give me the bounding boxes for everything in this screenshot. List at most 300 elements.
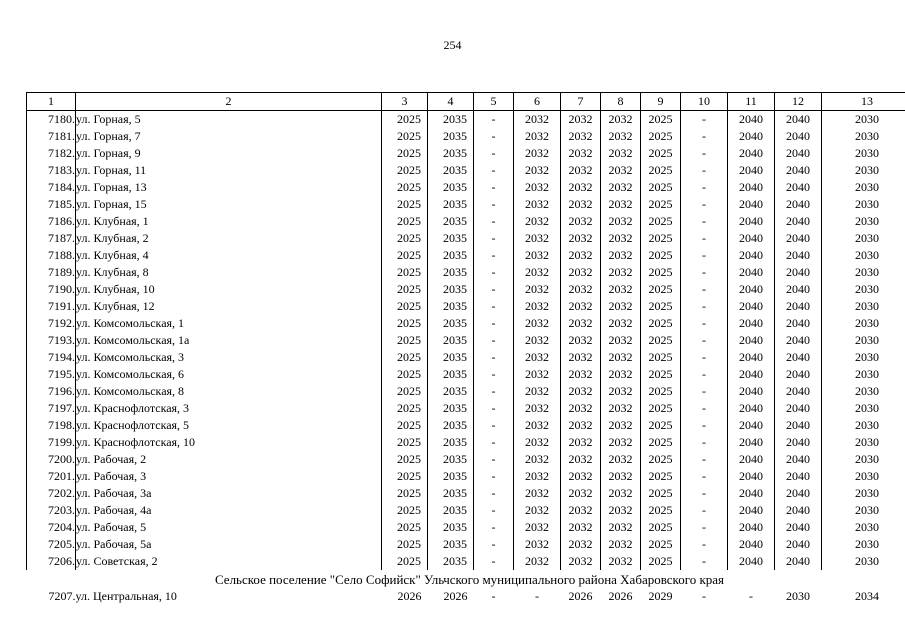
row-value: 2025: [382, 553, 428, 570]
row-address: ул. Клубная, 2: [76, 230, 382, 247]
row-value: 2040: [728, 162, 775, 179]
row-value: 2032: [561, 264, 601, 281]
row-value: 2030: [822, 128, 905, 145]
column-header: 5: [474, 93, 514, 111]
row-value: -: [681, 281, 728, 298]
row-value: 2040: [775, 281, 822, 298]
row-value: 2035: [428, 213, 474, 230]
row-value: 2032: [514, 247, 561, 264]
row-value: 2025: [382, 451, 428, 468]
row-number: 7191.: [27, 298, 76, 315]
row-value: 2035: [428, 502, 474, 519]
row-value: 2032: [514, 145, 561, 162]
row-value: 2025: [382, 264, 428, 281]
row-number: 7206.: [27, 553, 76, 570]
row-value: 2032: [601, 111, 641, 129]
row-value: -: [474, 536, 514, 553]
row-address: ул. Рабочая, 5: [76, 519, 382, 536]
row-value: 2025: [641, 281, 681, 298]
row-value: 2030: [822, 536, 905, 553]
row-number: 7197.: [27, 400, 76, 417]
row-value: 2040: [728, 264, 775, 281]
row-address: ул. Центральная, 10: [75, 589, 177, 603]
row-value: -: [681, 434, 728, 451]
row-number: 7194.: [27, 349, 76, 366]
row-value: 2030: [822, 162, 905, 179]
row-value: 2032: [601, 145, 641, 162]
row-value: -: [474, 417, 514, 434]
row-value: 2030: [822, 400, 905, 417]
row-value: 2040: [775, 400, 822, 417]
row-value: -: [535, 589, 539, 603]
row-value: 2032: [514, 179, 561, 196]
row-value: -: [681, 179, 728, 196]
row-address: ул. Клубная, 12: [76, 298, 382, 315]
row-value: 2032: [601, 179, 641, 196]
row-value: -: [474, 400, 514, 417]
row-value: 2030: [822, 179, 905, 196]
row-value: -: [474, 281, 514, 298]
row-value: 2040: [775, 417, 822, 434]
row-number: 7203.: [27, 502, 76, 519]
row-value: -: [749, 589, 753, 603]
row-value: 2025: [641, 349, 681, 366]
row-value: -: [474, 332, 514, 349]
row-value: 2032: [514, 349, 561, 366]
table-row: [27, 536, 905, 553]
row-value: 2040: [775, 196, 822, 213]
row-value: 2035: [428, 281, 474, 298]
row-value: 2035: [428, 519, 474, 536]
row-value: 2025: [641, 213, 681, 230]
row-value: -: [681, 383, 728, 400]
row-value: 2032: [561, 315, 601, 332]
row-value: 2040: [728, 366, 775, 383]
row-value: 2040: [728, 536, 775, 553]
row-value: -: [474, 383, 514, 400]
row-value: 2040: [775, 264, 822, 281]
row-number: 7184.: [27, 179, 76, 196]
row-address: ул. Краснофлотская, 3: [76, 400, 382, 417]
row-number: 7198.: [27, 417, 76, 434]
row-number: 7180.: [27, 111, 76, 129]
row-value: 2032: [561, 247, 601, 264]
row-value: 2040: [728, 179, 775, 196]
row-value: -: [474, 519, 514, 536]
row-value: 2025: [382, 502, 428, 519]
table-row: [27, 332, 905, 349]
row-value: 2032: [561, 196, 601, 213]
row-number: 7188.: [27, 247, 76, 264]
row-value: 2025: [641, 111, 681, 129]
row-value: 2032: [601, 485, 641, 502]
row-value: 2040: [775, 111, 822, 129]
row-value: 2032: [514, 400, 561, 417]
row-value: 2025: [641, 264, 681, 281]
row-value: 2032: [561, 179, 601, 196]
row-value: -: [474, 196, 514, 213]
row-value: 2025: [382, 247, 428, 264]
row-value: 2032: [601, 281, 641, 298]
row-value: 2032: [561, 162, 601, 179]
row-value: 2025: [641, 468, 681, 485]
row-value: -: [474, 298, 514, 315]
column-header: 9: [641, 93, 681, 111]
row-value: 2030: [822, 434, 905, 451]
row-value: 2032: [601, 553, 641, 570]
row-value: 2040: [728, 417, 775, 434]
row-value: 2032: [601, 247, 641, 264]
row-value: 2040: [728, 349, 775, 366]
row-value: 2025: [641, 230, 681, 247]
row-value: 2040: [775, 502, 822, 519]
table-row: [27, 349, 905, 366]
row-number: 7201.: [27, 468, 76, 485]
row-value: -: [474, 485, 514, 502]
row-value: 2025: [382, 281, 428, 298]
row-value: -: [474, 553, 514, 570]
row-value: -: [681, 502, 728, 519]
row-value: 2040: [728, 111, 775, 129]
row-address: ул. Горная, 7: [76, 128, 382, 145]
row-value: 2032: [601, 196, 641, 213]
row-value: 2032: [561, 451, 601, 468]
row-value: 2040: [728, 332, 775, 349]
row-number: 7185.: [27, 196, 76, 213]
row-value: 2030: [822, 366, 905, 383]
row-value: 2040: [775, 383, 822, 400]
row-value: 2029: [648, 589, 673, 603]
row-value: 2032: [601, 349, 641, 366]
row-value: -: [681, 519, 728, 536]
row-value: -: [681, 349, 728, 366]
row-value: 2040: [728, 298, 775, 315]
table-row: [27, 400, 905, 417]
column-header: 11: [728, 93, 775, 111]
table-row: [27, 434, 905, 451]
row-value: 2035: [428, 417, 474, 434]
table-row: [27, 128, 905, 145]
row-value: 2032: [561, 111, 601, 129]
row-value: 2032: [601, 417, 641, 434]
row-value: 2032: [561, 502, 601, 519]
row-value: 2032: [514, 111, 561, 129]
row-value: 2030: [822, 332, 905, 349]
row-value: 2030: [822, 298, 905, 315]
row-number: 7192.: [27, 315, 76, 332]
row-value: -: [681, 451, 728, 468]
row-value: -: [474, 502, 514, 519]
row-value: 2040: [775, 553, 822, 570]
row-value: 2025: [382, 536, 428, 553]
row-value: 2035: [428, 230, 474, 247]
row-value: 2032: [561, 400, 601, 417]
row-value: 2030: [822, 485, 905, 502]
row-value: -: [474, 162, 514, 179]
row-value: 2040: [728, 213, 775, 230]
row-value: 2025: [641, 179, 681, 196]
row-value: 2025: [382, 468, 428, 485]
table-row: [27, 247, 905, 264]
row-value: 2040: [775, 247, 822, 264]
row-value: 2025: [382, 434, 428, 451]
row-number: 7181.: [27, 128, 76, 145]
row-value: 2040: [775, 145, 822, 162]
row-value: 2025: [382, 366, 428, 383]
table-body: [27, 111, 905, 606]
row-value: 2032: [561, 332, 601, 349]
table-row: [27, 264, 905, 281]
row-value: 2025: [382, 162, 428, 179]
row-value: 2030: [822, 145, 905, 162]
row-value: 2032: [601, 366, 641, 383]
row-value: 2035: [428, 128, 474, 145]
row-value: -: [681, 162, 728, 179]
row-value: 2025: [382, 519, 428, 536]
row-value: -: [681, 315, 728, 332]
row-value: -: [681, 145, 728, 162]
row-value: -: [474, 179, 514, 196]
row-value: 2040: [775, 519, 822, 536]
row-value: 2040: [728, 128, 775, 145]
row-address: ул. Комсомольская, 1а: [76, 332, 382, 349]
row-address: ул. Горная, 9: [76, 145, 382, 162]
section-title: Сельское поселение "Село Софийск" Ульчского муниципального района Хабаровского края: [214, 572, 725, 587]
row-number: 7190.: [27, 281, 76, 298]
table-row: [27, 485, 905, 502]
row-value: 2032: [561, 553, 601, 570]
row-value: 2032: [514, 519, 561, 536]
row-value: 2034: [855, 589, 879, 603]
row-value: -: [681, 111, 728, 129]
column-header: 6: [514, 93, 561, 111]
row-value: 2040: [775, 128, 822, 145]
table-row: [27, 451, 905, 468]
row-value: 2025: [382, 349, 428, 366]
row-value: 2035: [428, 111, 474, 129]
row-value: 2032: [514, 315, 561, 332]
row-number: 7204.: [27, 519, 76, 536]
row-value: 2035: [428, 145, 474, 162]
row-value: 2032: [514, 298, 561, 315]
row-value: -: [474, 366, 514, 383]
column-header: 3: [382, 93, 428, 111]
row-value: 2025: [641, 298, 681, 315]
row-value: 2035: [428, 315, 474, 332]
row-value: 2025: [382, 213, 428, 230]
row-value: 2032: [514, 383, 561, 400]
row-value: 2035: [428, 400, 474, 417]
row-value: 2025: [641, 315, 681, 332]
row-value: 2025: [641, 485, 681, 502]
row-value: 2026: [443, 589, 468, 603]
row-value: 2040: [775, 230, 822, 247]
row-value: 2040: [775, 536, 822, 553]
row-value: -: [491, 589, 496, 603]
row-value: 2025: [382, 400, 428, 417]
row-value: 2025: [641, 417, 681, 434]
row-value: 2032: [514, 162, 561, 179]
row-value: 2025: [641, 128, 681, 145]
row-value: 2030: [822, 196, 905, 213]
row-value: 2035: [428, 162, 474, 179]
row-value: 2026: [568, 589, 593, 603]
row-address: ул. Комсомольская, 8: [76, 383, 382, 400]
row-address: ул. Рабочая, 5а: [76, 536, 382, 553]
row-value: 2025: [382, 485, 428, 502]
row-address: ул. Краснофлотская, 5: [76, 417, 382, 434]
table-row: [27, 213, 905, 230]
row-value: 2040: [775, 332, 822, 349]
row-address: ул. Горная, 5: [76, 111, 382, 129]
row-value: 2040: [775, 162, 822, 179]
row-value: 2025: [641, 366, 681, 383]
row-value: -: [681, 247, 728, 264]
row-value: 2040: [775, 366, 822, 383]
row-value: 2025: [641, 536, 681, 553]
row-value: 2035: [428, 179, 474, 196]
row-value: 2032: [561, 145, 601, 162]
row-value: 2025: [641, 553, 681, 570]
row-address: ул. Советская, 2: [76, 553, 382, 570]
row-value: 2040: [775, 434, 822, 451]
row-value: 2025: [382, 179, 428, 196]
row-value: 2025: [641, 247, 681, 264]
row-value: 2032: [514, 281, 561, 298]
row-value: 2035: [428, 485, 474, 502]
row-value: 2032: [561, 281, 601, 298]
row-value: 2032: [561, 213, 601, 230]
row-value: 2032: [514, 468, 561, 485]
row-value: 2032: [514, 536, 561, 553]
section-row: [27, 570, 905, 588]
row-value: 2040: [728, 553, 775, 570]
row-value: 2025: [382, 417, 428, 434]
row-address: ул. Клубная, 10: [76, 281, 382, 298]
row-value: -: [474, 213, 514, 230]
row-value: 2035: [428, 264, 474, 281]
row-value: 2032: [514, 451, 561, 468]
row-value: 2032: [561, 383, 601, 400]
row-value: 2032: [514, 230, 561, 247]
table-row: [27, 519, 905, 536]
row-value: 2040: [728, 383, 775, 400]
row-value: 2032: [561, 417, 601, 434]
row-value: 2032: [561, 434, 601, 451]
row-value: 2032: [561, 230, 601, 247]
row-value: 2040: [775, 179, 822, 196]
row-value: 2032: [514, 485, 561, 502]
row-number: 7202.: [27, 485, 76, 502]
row-value: 2035: [428, 468, 474, 485]
row-value: 2025: [641, 196, 681, 213]
row-value: -: [474, 230, 514, 247]
row-value: 2025: [641, 434, 681, 451]
row-value: 2032: [601, 264, 641, 281]
row-value: 2035: [428, 383, 474, 400]
row-value: 2030: [822, 468, 905, 485]
row-value: 2035: [428, 196, 474, 213]
row-value: -: [681, 196, 728, 213]
column-header: 7: [561, 93, 601, 111]
row-value: 2035: [428, 553, 474, 570]
row-value: 2040: [728, 145, 775, 162]
row-value: 2032: [514, 553, 561, 570]
row-value: 2030: [822, 519, 905, 536]
table-row: [27, 111, 905, 129]
row-value: 2035: [428, 298, 474, 315]
row-value: 2025: [382, 196, 428, 213]
row-address: ул. Краснофлотская, 10: [76, 434, 382, 451]
row-value: 2035: [428, 451, 474, 468]
row-value: 2025: [641, 145, 681, 162]
row-value: -: [474, 264, 514, 281]
row-value: 2030: [822, 502, 905, 519]
column-header: 4: [428, 93, 474, 111]
row-value: 2040: [775, 315, 822, 332]
row-value: 2025: [382, 332, 428, 349]
row-address: ул. Клубная, 1: [76, 213, 382, 230]
row-value: -: [681, 366, 728, 383]
row-value: 2040: [728, 315, 775, 332]
row-value: -: [681, 417, 728, 434]
row-value: 2030: [822, 553, 905, 570]
row-value: 2032: [561, 536, 601, 553]
row-value: 2040: [728, 247, 775, 264]
row-value: 2040: [728, 196, 775, 213]
row-value: -: [474, 451, 514, 468]
row-value: 2040: [775, 298, 822, 315]
row-value: 2032: [601, 298, 641, 315]
row-value: 2040: [728, 400, 775, 417]
row-value: -: [681, 553, 728, 570]
table-row: [27, 315, 905, 332]
row-value: 2040: [775, 349, 822, 366]
row-number: 7207.: [48, 589, 76, 603]
row-value: 2025: [382, 230, 428, 247]
row-number: 7193.: [27, 332, 76, 349]
row-value: 2035: [428, 366, 474, 383]
column-header: 12: [775, 93, 822, 111]
row-address: ул. Горная, 13: [76, 179, 382, 196]
row-value: 2032: [601, 213, 641, 230]
row-value: 2032: [601, 434, 641, 451]
row-value: 2032: [601, 162, 641, 179]
row-value: -: [474, 315, 514, 332]
row-value: 2025: [641, 332, 681, 349]
row-value: 2026: [397, 589, 422, 603]
table-row: [27, 383, 905, 400]
row-number: 7196.: [27, 383, 76, 400]
row-address: ул. Рабочая, 3: [76, 468, 382, 485]
row-value: 2040: [728, 434, 775, 451]
row-value: -: [681, 264, 728, 281]
row-value: 2040: [728, 230, 775, 247]
row-value: 2040: [775, 451, 822, 468]
row-value: 2035: [428, 349, 474, 366]
row-value: 2035: [428, 247, 474, 264]
table-row: [27, 588, 905, 605]
table-row: [27, 417, 905, 434]
row-value: 2040: [728, 502, 775, 519]
row-value: 2032: [601, 400, 641, 417]
table-row: [27, 502, 905, 519]
row-value: 2030: [822, 281, 905, 298]
row-value: -: [474, 434, 514, 451]
row-number: 7183.: [27, 162, 76, 179]
row-value: 2030: [822, 111, 905, 129]
row-value: 2040: [728, 468, 775, 485]
